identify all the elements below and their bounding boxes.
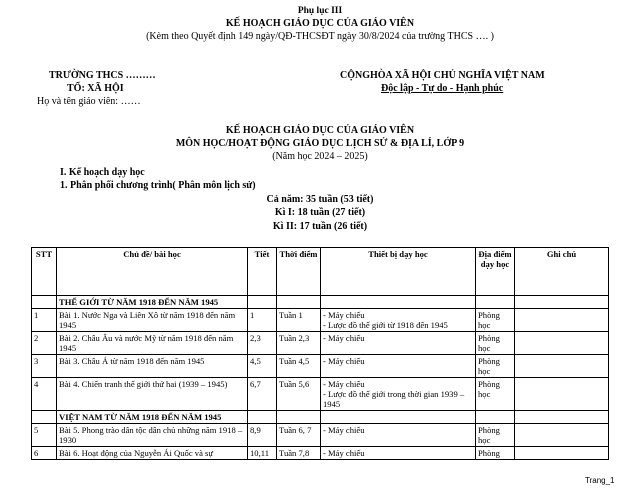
row-time: Tuần 6, 7 (277, 424, 321, 447)
header-place: Địa điểm dạy học (476, 248, 515, 296)
table-row (32, 309, 609, 332)
row-place: Phòng học (476, 424, 515, 447)
row-time: Tuần 1 (277, 309, 321, 332)
table-cell (321, 296, 476, 309)
table-row (32, 332, 609, 355)
row-place: Phòng học (476, 355, 515, 378)
equipment-item: - Máy chiếu (323, 448, 365, 458)
school-name: TRƯỜNG THCS ……… (49, 70, 156, 81)
equipment-item: - Máy chiếu (323, 379, 365, 389)
table-cell (515, 296, 609, 309)
table-cell (248, 296, 277, 309)
table-cell (277, 296, 321, 309)
header-note: Ghi chú (515, 248, 609, 296)
table-cell (321, 411, 476, 424)
row-topic: Bài 4. Chiến tranh thế giới thứ hai (1939 – 1945) (57, 378, 248, 411)
row-period: 4,5 (248, 355, 277, 378)
row-topic: Bài 2. Châu Âu và nước Mỹ từ năm 1918 đến năm 1945 (57, 332, 248, 355)
table-cell (476, 296, 515, 309)
row-time: Tuần 5,6 (277, 378, 321, 411)
row-stt: 6 (32, 447, 57, 460)
section-subheading: 1. Phân phối chương trình( Phân môn lịch sử) (60, 180, 256, 191)
section-row-world (32, 296, 609, 309)
row-period: 8,9 (248, 424, 277, 447)
row-place: Phòng học (476, 378, 515, 411)
row-stt: 5 (32, 424, 57, 447)
plan-subject: MÔN HỌC/HOẠT ĐỘNG GIÁO DỤC LỊCH SỬ & ĐỊA LÍ, LỚP 9 (175, 138, 465, 149)
section-label-world: THẾ GIỚI TỪ NĂM 1918 ĐẾN NĂM 1945 (57, 296, 248, 309)
row-stt: 1 (32, 309, 57, 332)
page-number: Trang_1 (585, 476, 615, 485)
table-cell (32, 411, 57, 424)
row-place: Phòng (476, 447, 515, 460)
equipment-item: - Lược đồ thế giới từ 1918 đến 1945 (323, 320, 448, 330)
row-note (515, 424, 609, 447)
row-note (515, 378, 609, 411)
total-weeks: Cả năm: 35 tuần (53 tiết) (266, 194, 374, 205)
row-stt: 2 (32, 332, 57, 355)
equipment-item: - Máy chiếu (323, 333, 365, 343)
row-place: Phòng học (476, 332, 515, 355)
row-period: 1 (248, 309, 277, 332)
section-row-vietnam (32, 411, 609, 424)
table-cell (32, 296, 57, 309)
row-time: Tuần 2,3 (277, 332, 321, 355)
section-label-vietnam: VIỆT NAM TỪ NĂM 1918 ĐẾN NĂM 1945 (57, 411, 248, 424)
row-topic: Bài 1. Nước Nga và Liên Xô từ năm 1918 đến năm 1945 (57, 309, 248, 332)
row-topic: Bài 6. Hoạt động của Nguyễn Ái Quốc và sự (57, 447, 248, 460)
table-row (32, 378, 609, 411)
row-note (515, 355, 609, 378)
row-period: 10,11 (248, 447, 277, 460)
row-equipment (321, 447, 476, 460)
appendix-label: Phụ lục III (297, 6, 343, 16)
group-name: TỔ: XÃ HỘI (67, 83, 124, 94)
table-row (32, 447, 609, 460)
nation-motto: Độc lập - Tự do - Hạnh phúc (381, 83, 504, 94)
row-equipment (321, 309, 476, 332)
header-subtitle: (Kèm theo Quyết định 149 ngày/QĐ-THCSĐT ngày 30/8/2024 của trường THCS …. ) (146, 31, 494, 42)
term2-weeks: Kì II: 17 tuần (26 tiết) (272, 221, 368, 232)
row-equipment (321, 424, 476, 447)
table-row (32, 424, 609, 447)
table-row (32, 355, 609, 378)
row-note (515, 332, 609, 355)
row-stt: 4 (32, 378, 57, 411)
term1-weeks: Kì I: 18 tuần (27 tiết) (274, 207, 366, 218)
row-equipment (321, 355, 476, 378)
plan-year: (Năm học 2024 – 2025) (272, 151, 368, 162)
header-stt: STT (32, 248, 57, 296)
plan-title: KẾ HOẠCH GIÁO DỤC CỦA GIÁO VIÊN (225, 125, 415, 136)
row-period: 2,3 (248, 332, 277, 355)
row-note (515, 309, 609, 332)
header-time: Thời điểm (277, 248, 321, 296)
equipment-item: - Lược đồ thế giới trong thời gian 1939 – 1945 (323, 389, 465, 409)
row-stt: 3 (32, 355, 57, 378)
row-equipment (321, 378, 476, 411)
table-header-row (32, 248, 609, 296)
header-equipment: Thiết bị dạy học (321, 248, 476, 296)
equipment-item: - Máy chiếu (323, 356, 365, 366)
row-time: Tuần 7,8 (277, 447, 321, 460)
teacher-name: Họ và tên giáo viên: …… (37, 96, 141, 107)
nation-title: CỘNGHÒA XÃ HỘI CHỦ NGHĨA VIỆT NAM (340, 70, 545, 81)
table-cell (476, 411, 515, 424)
row-place: Phòng học (476, 309, 515, 332)
section-heading: I. Kế hoạch dạy học (60, 167, 145, 178)
equipment-item: - Máy chiếu (323, 310, 365, 320)
row-period: 6,7 (248, 378, 277, 411)
row-time: Tuần 4,5 (277, 355, 321, 378)
table-cell (515, 411, 609, 424)
row-topic: Bài 3. Châu Á từ năm 1918 đến năm 1945 (57, 355, 248, 378)
row-equipment (321, 332, 476, 355)
table-cell (248, 411, 277, 424)
row-topic: Bài 5. Phong trào dân tộc dân chủ những năm 1918 – 1930 (57, 424, 248, 447)
header-topic: Chủ đề/ bài học (57, 248, 248, 296)
header-period: Tiết (248, 248, 277, 296)
table-cell (277, 411, 321, 424)
teaching-plan-table (31, 247, 609, 460)
header-title: KẾ HOẠCH GIÁO DỤC CỦA GIÁO VIÊN (225, 18, 415, 29)
row-note (515, 447, 609, 460)
equipment-item: - Máy chiếu (323, 425, 365, 435)
